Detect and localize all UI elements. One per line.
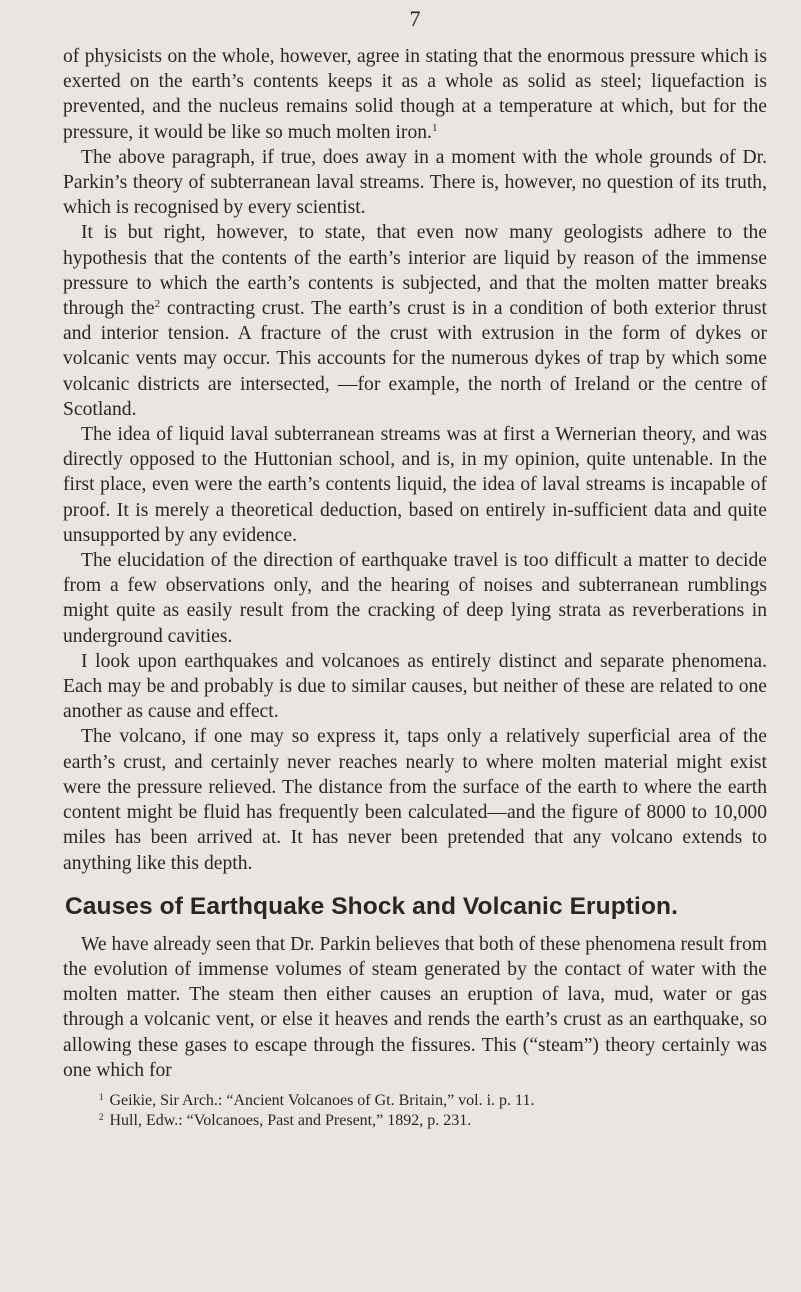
paragraph-7 — [63, 724, 767, 875]
footnote-1-text: Geikie, Sir Arch.: “Ancient Volcanoes of Gt. Britain,” vol. i. p. 11. — [109, 1091, 535, 1109]
paragraph-6-text: I look upon earthquakes and volcanoes as entirely distinct and separate phenomena. Each may be and probably is due to similar causes, but neither of these are related to one another as cause and effect. — [63, 650, 767, 723]
paragraph-1-text: of physicists on the whole, however, agree in stating that the enormous pressure which is exerted on the earth’s contents keeps it as a whole as solid as steel; liquefaction is prevented, and the nucleus remains solid though at a temperature at which, but for the pressure, it would be like so much molten iron. — [63, 46, 767, 143]
paragraph-2 — [63, 145, 767, 221]
paragraph-3-text: It is but right, however, to state, that even now many geologists adhere to the hypothesis that the contents of the earth’s interior are liquid by reason of the immense pressure to which the earth’s contents is subjected, and that the molten matter breaks through the — [63, 222, 767, 320]
paragraph-6 — [63, 649, 767, 725]
paragraph-3-continuation: contracting crust. The earth’s crust is in a condition of both exterior thrust and interior tension. A fracture of the crust with extrusion in the form of dykes or volcanic vents may occur. This accounts for the numerous dykes of trap by which some volcanic districts are intersected, —for example, the north of Ireland or the centre of Scotland. — [63, 298, 768, 420]
section-paragraph-text: We have already seen that Dr. Parkin believes that both of these phenomena result from the evolution of immense volumes of steam generated by the contact of water with the molten matter. The steam then either causes an eruption of lava, mud, water or gas through a volcanic vent, or else it heaves and rends the earth’s crust as an earthquake, so allowing these gases to escape through the fissures. This (“steam”) theory certainly was one which for — [63, 933, 767, 1081]
paragraph-1 — [63, 44, 767, 145]
footnote-1-marker: 1 — [99, 1091, 104, 1102]
footnote-ref-2: 2 — [154, 298, 161, 311]
footnote-2-text: Hull, Edw.: “Volcanoes, Past and Present,” 1892, p. 231. — [109, 1111, 472, 1129]
footnote-2-marker: 2 — [99, 1111, 104, 1122]
paragraph-7-text: The volcano, if one may so express it, taps only a relatively superficial area of the earth’s crust, and certainly never reaches nearly to where molten material might exist were the pressure relieved. The distance from the surface of the earth to where the earth content might be fluid has frequently been calculated—and the figure of 8000 to 10,000 miles has been arrived at. It has never been pretended that any volcano extends to anything like this depth. — [63, 726, 767, 874]
footnotes — [63, 1091, 767, 1131]
section-paragraph — [63, 932, 767, 1083]
paragraph-3 — [63, 220, 767, 422]
paragraph-5 — [63, 548, 767, 649]
paragraph-5-text: The elucidation of the direction of earthquake travel is too difficult a matter to decide from a few observations only, and the hearing of noises and subterranean rumblings might quite as easily result from the cracking of deep lying strata as reverberations in underground cavities. — [63, 550, 767, 647]
section-heading: Causes of Earthquake Shock and Volcanic Eruption. — [65, 892, 678, 920]
footnote-ref-1: 1 — [431, 121, 438, 134]
body-text — [63, 44, 767, 1083]
paragraph-4 — [63, 422, 767, 548]
paragraph-4-text: The idea of liquid laval subterranean streams was at first a Wernerian theory, and was directly opposed to the Huttonian school, and is, in my opinion, quite untenable. In the first place, even were the earth’s contents liquid, the idea of laval streams is incapable of proof. It is merely a theoretical deduction, based on entirely in-sufficient data and quite unsupported by any evidence. — [63, 424, 767, 546]
paragraph-2-text: The above paragraph, if true, does away in a moment with the whole grounds of Dr. Parkin’s theory of subterranean laval streams. There is, however, no question of its truth, which is recognised by every scientist. — [63, 146, 767, 219]
footnote-2 — [99, 1111, 767, 1131]
page-number: 7 — [409, 6, 421, 31]
footnote-1 — [99, 1091, 767, 1111]
